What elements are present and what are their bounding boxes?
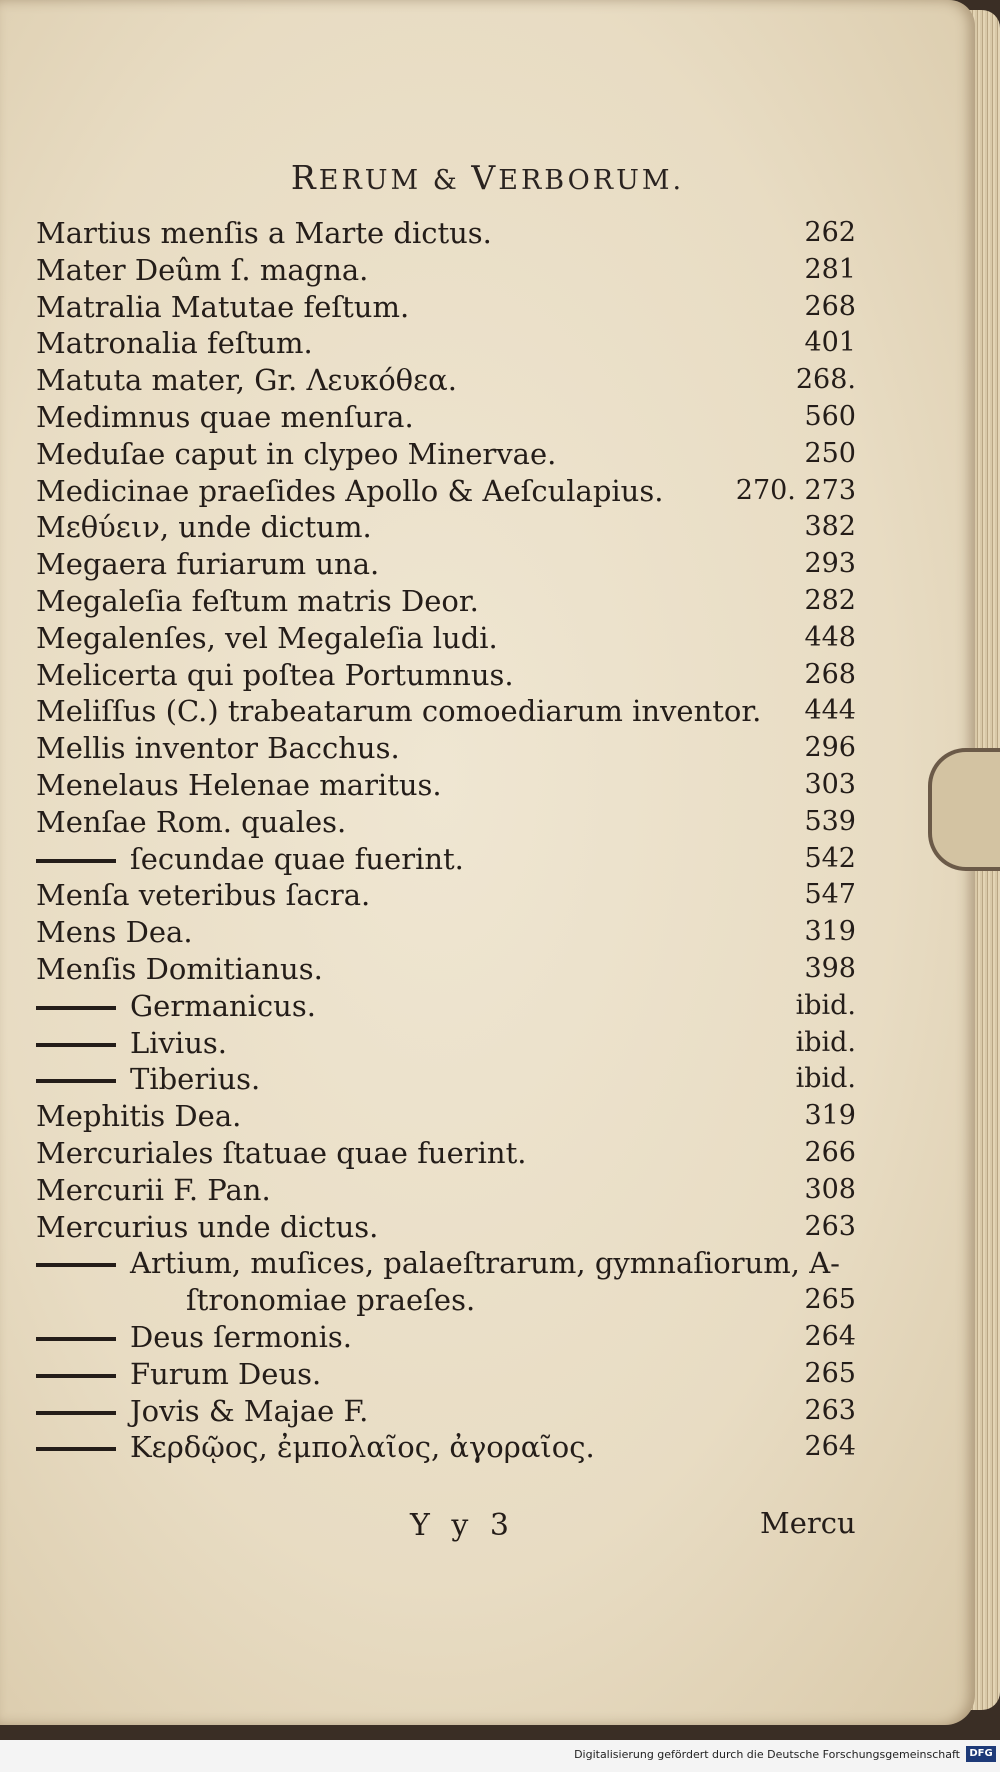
index-entry bbox=[36, 988, 856, 1025]
index-entry bbox=[36, 914, 856, 951]
entry-page-number: 398 bbox=[804, 952, 856, 984]
entry-text: Melicerta qui poſtea Portumnus. bbox=[36, 657, 514, 692]
entry-term bbox=[36, 1429, 595, 1466]
entry-term bbox=[36, 988, 316, 1025]
index-entry bbox=[36, 1025, 856, 1062]
entry-page-number: 263 bbox=[804, 1210, 856, 1242]
entry-page-number: 265 bbox=[804, 1284, 856, 1316]
index-entry bbox=[36, 1319, 856, 1356]
repeat-dash bbox=[36, 1447, 116, 1451]
entry-term bbox=[36, 841, 464, 878]
entry-text: Mens Dea. bbox=[36, 915, 193, 950]
entry-text: Mercurii F. Pan. bbox=[36, 1172, 271, 1207]
entry-term bbox=[36, 804, 346, 841]
entry-text: Matralia Matutae feſtum. bbox=[36, 289, 410, 324]
clasp-tab bbox=[928, 748, 1000, 871]
entry-page-number: 448 bbox=[804, 621, 856, 653]
index-entry bbox=[36, 767, 856, 804]
entry-page-number: 382 bbox=[804, 511, 856, 543]
entry-term bbox=[36, 362, 457, 399]
entry-text: ſecundae quae fuerint. bbox=[130, 841, 464, 876]
repeat-dash bbox=[36, 1006, 116, 1010]
entry-term bbox=[36, 1061, 260, 1098]
entry-text: Deus ſermonis. bbox=[130, 1319, 352, 1354]
entry-term bbox=[36, 1025, 227, 1062]
entry-text: Meduſae caput in clypeo Minervae. bbox=[36, 436, 557, 471]
entry-page-number: 264 bbox=[804, 1431, 856, 1463]
running-header bbox=[0, 158, 975, 197]
index-entry bbox=[36, 1282, 856, 1319]
entry-term bbox=[36, 693, 761, 730]
entry-text: Jovis & Majae F. bbox=[130, 1393, 369, 1428]
entry-term bbox=[36, 436, 556, 473]
entry-page-number: 303 bbox=[804, 768, 856, 800]
entry-text: Furum Deus. bbox=[130, 1356, 322, 1391]
entry-page-number: 268. bbox=[795, 364, 856, 396]
entry-term bbox=[36, 1098, 241, 1135]
entry-text: ſtronomiae praeſes. bbox=[186, 1283, 476, 1318]
entry-text: Tiberius. bbox=[130, 1062, 261, 1097]
entry-page-number: 282 bbox=[804, 584, 856, 616]
entry-term bbox=[36, 1245, 840, 1282]
entry-page-number: 319 bbox=[804, 916, 856, 948]
index-entry bbox=[36, 252, 856, 289]
entry-page-number: 265 bbox=[804, 1357, 856, 1389]
entry-text: Menſa veteribus ſacra. bbox=[36, 878, 371, 913]
index-entry bbox=[36, 841, 856, 878]
header-word-1: ERUM bbox=[318, 165, 422, 196]
entry-text: Megaleſia feſtum matris Deor. bbox=[36, 583, 479, 618]
index-entry bbox=[36, 473, 856, 510]
index-entry bbox=[36, 730, 856, 767]
entry-page-number: 444 bbox=[804, 695, 856, 727]
entry-term bbox=[36, 546, 379, 583]
entry-term bbox=[36, 951, 323, 988]
index-entry bbox=[36, 546, 856, 583]
entry-text: Livius. bbox=[130, 1025, 227, 1060]
entry-text: Artium, muſices, palaeſtrarum, gymnaſiorum, A- bbox=[130, 1246, 840, 1281]
entry-term bbox=[36, 657, 514, 694]
entry-page-number: ibid. bbox=[795, 1063, 856, 1095]
entry-text: Mercurius unde dictus. bbox=[36, 1209, 379, 1244]
index-entries bbox=[36, 215, 856, 1466]
index-entry bbox=[36, 1135, 856, 1172]
repeat-dash bbox=[36, 1411, 116, 1415]
credit-text: Digitalisierung gefördert durch die Deutsche Forschungsgemeinschaft bbox=[574, 1748, 960, 1761]
entry-page-number: ibid. bbox=[795, 989, 856, 1021]
credit-bar bbox=[0, 1740, 1000, 1772]
entry-text: Medimnus quae menſura. bbox=[36, 399, 414, 434]
entry-page-number: 268 bbox=[804, 658, 856, 690]
entry-text: Medicinae praeſides Apollo & Aeſculapius. bbox=[36, 473, 664, 508]
entry-term bbox=[36, 473, 663, 510]
entry-term bbox=[36, 1172, 271, 1209]
entry-page-number: 266 bbox=[804, 1136, 856, 1168]
entry-term bbox=[36, 1135, 526, 1172]
entry-term bbox=[36, 1356, 321, 1393]
index-entry bbox=[36, 693, 856, 730]
index-entry bbox=[36, 509, 856, 546]
entry-page-number: 308 bbox=[804, 1173, 856, 1205]
entry-text: Matronalia feſtum. bbox=[36, 326, 313, 361]
index-entry bbox=[36, 1061, 856, 1098]
entry-term bbox=[36, 215, 492, 252]
entry-page-number: 547 bbox=[804, 879, 856, 911]
repeat-dash bbox=[36, 859, 116, 863]
entry-page-number: 542 bbox=[804, 842, 856, 874]
index-entry bbox=[36, 289, 856, 326]
repeat-dash bbox=[36, 1079, 116, 1083]
entry-term bbox=[36, 583, 479, 620]
index-entry bbox=[36, 620, 856, 657]
entry-text: Menſis Domitianus. bbox=[36, 951, 323, 986]
index-entry bbox=[36, 1209, 856, 1246]
entry-text: Mercuriales ſtatuae quae fuerint. bbox=[36, 1135, 527, 1170]
entry-page-number: 293 bbox=[804, 548, 856, 580]
entry-term bbox=[36, 767, 442, 804]
entry-page-number: 319 bbox=[804, 1100, 856, 1132]
entry-text: Megaera furiarum una. bbox=[36, 547, 380, 582]
entry-text: Κερδῷος, ἐμπολαῖος, ἀγοραῖος. bbox=[130, 1430, 595, 1465]
entry-term bbox=[36, 620, 498, 657]
dfg-logo: DFG bbox=[966, 1746, 996, 1762]
entry-text: Mephitis Dea. bbox=[36, 1099, 242, 1134]
catchword: Mercu bbox=[760, 1506, 856, 1540]
entry-term bbox=[36, 1282, 475, 1319]
header-initial-2: V bbox=[471, 158, 499, 197]
index-entry bbox=[36, 951, 856, 988]
index-entry bbox=[36, 657, 856, 694]
index-entry bbox=[36, 399, 856, 436]
entry-term bbox=[36, 730, 400, 767]
entry-text: Matuta mater, Gr. Λευκόθεα. bbox=[36, 363, 457, 398]
entry-text: Meliſſus (C.) trabeatarum comoediarum inventor. bbox=[36, 694, 762, 729]
repeat-dash bbox=[36, 1043, 116, 1047]
entry-page-number: 262 bbox=[804, 217, 856, 248]
entry-term bbox=[36, 877, 370, 914]
index-entry bbox=[36, 1356, 856, 1393]
index-entry bbox=[36, 215, 856, 252]
index-entry bbox=[36, 1098, 856, 1135]
repeat-dash bbox=[36, 1337, 116, 1341]
entry-page-number: 268 bbox=[804, 290, 856, 322]
index-entry bbox=[36, 436, 856, 473]
entry-page-number: ibid. bbox=[795, 1026, 856, 1058]
index-entry bbox=[36, 1245, 856, 1282]
entry-page-number: 281 bbox=[804, 253, 856, 285]
entry-text: Menſae Rom. quales. bbox=[36, 804, 347, 839]
index-entry bbox=[36, 325, 856, 362]
entry-term bbox=[36, 252, 368, 289]
repeat-dash bbox=[36, 1374, 116, 1378]
entry-text: Μεθύειν, unde dictum. bbox=[36, 510, 372, 545]
index-entry bbox=[36, 1393, 856, 1430]
signature-mark: Y y 3 bbox=[410, 1508, 515, 1543]
entry-page-number: 263 bbox=[804, 1394, 856, 1426]
entry-term bbox=[36, 1209, 378, 1246]
index-entry bbox=[36, 877, 856, 914]
index-entry bbox=[36, 362, 856, 399]
entry-term bbox=[36, 509, 372, 546]
entry-page-number: 250 bbox=[804, 437, 856, 469]
entry-term bbox=[36, 399, 414, 436]
entry-term bbox=[36, 1319, 352, 1356]
entry-text: Menelaus Helenae maritus. bbox=[36, 767, 442, 802]
entry-text: Martius menſis a Marte dictus. bbox=[36, 216, 492, 250]
index-entry bbox=[36, 1172, 856, 1209]
repeat-dash bbox=[36, 1263, 116, 1267]
entry-text: Megalenſes, vel Megaleſia ludi. bbox=[36, 620, 498, 655]
entry-page-number: 539 bbox=[804, 805, 856, 837]
entry-text: Mellis inventor Bacchus. bbox=[36, 731, 400, 766]
entry-page-number: 270. 273 bbox=[735, 474, 856, 506]
entry-page-number: 296 bbox=[804, 732, 856, 764]
entry-text: Mater Deûm ſ. magna. bbox=[36, 252, 369, 287]
entry-page-number: 401 bbox=[804, 327, 856, 359]
entry-term bbox=[36, 1393, 368, 1430]
header-word-2: ERBORUM. bbox=[498, 165, 685, 196]
index-entry bbox=[36, 583, 856, 620]
index-entry bbox=[36, 1429, 856, 1466]
entry-term bbox=[36, 289, 409, 326]
header-ampersand: & bbox=[421, 165, 472, 196]
index-entry bbox=[36, 804, 856, 841]
entry-term bbox=[36, 914, 193, 951]
entry-page-number: 264 bbox=[804, 1320, 856, 1352]
entry-page-number: 560 bbox=[804, 400, 856, 432]
entry-term bbox=[36, 325, 313, 362]
header-initial-1: R bbox=[290, 158, 319, 197]
entry-text: Germanicus. bbox=[130, 988, 316, 1023]
